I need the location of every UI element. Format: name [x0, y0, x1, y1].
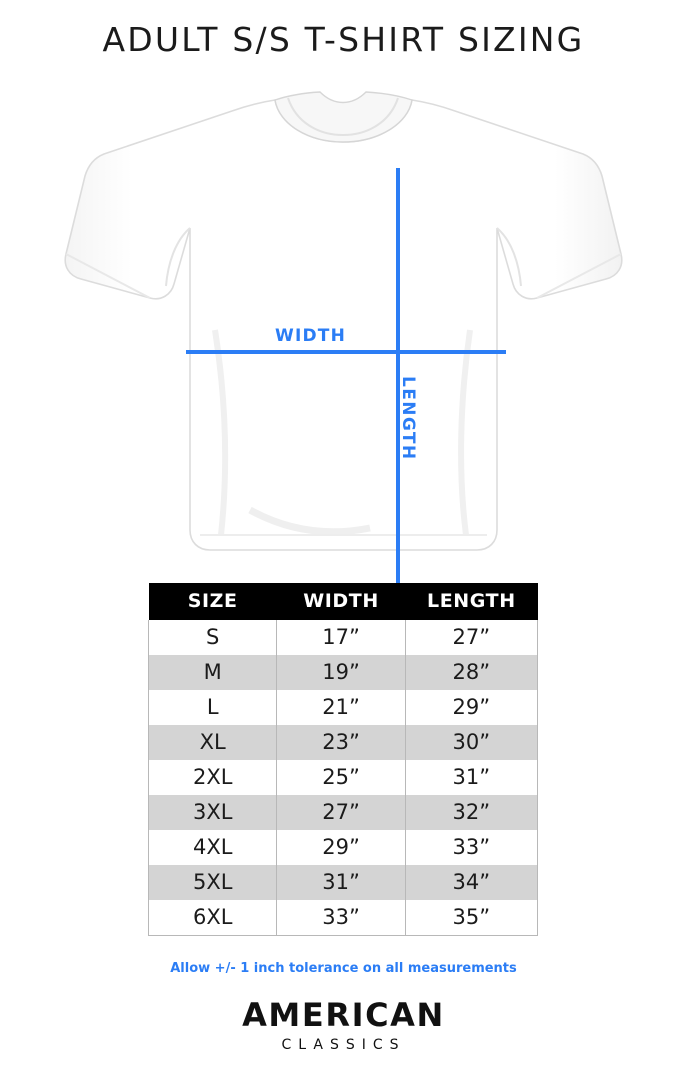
cell-width: 21”	[277, 690, 405, 725]
cell-length: 28”	[405, 655, 537, 690]
table-row	[149, 690, 538, 725]
table-row	[149, 900, 538, 936]
header-size: SIZE	[149, 583, 277, 620]
brand-subtitle: CLASSICS	[281, 1037, 406, 1053]
cell-width: 25”	[277, 760, 405, 795]
width-measure-line	[186, 350, 506, 354]
length-label: LENGTH	[398, 376, 418, 461]
cell-length: 34”	[405, 865, 537, 900]
cell-width: 33”	[277, 900, 405, 936]
table-row	[149, 725, 538, 760]
tshirt-diagram	[0, 80, 687, 570]
cell-width: 19”	[277, 655, 405, 690]
cell-length: 35”	[405, 900, 537, 936]
header-width: WIDTH	[277, 583, 405, 620]
cell-length: 29”	[405, 690, 537, 725]
tshirt-illustration	[0, 80, 687, 570]
size-chart-table	[148, 583, 538, 936]
table-row	[149, 830, 538, 865]
cell-length: 32”	[405, 795, 537, 830]
table-row	[149, 620, 538, 655]
cell-length: 30”	[405, 725, 537, 760]
page-title: ADULT S/S T-SHIRT SIZING	[102, 20, 585, 59]
table-row	[149, 865, 538, 900]
table-row	[149, 760, 538, 795]
cell-size: 4XL	[149, 830, 277, 865]
cell-length: 31”	[405, 760, 537, 795]
cell-length: 27”	[405, 620, 537, 655]
cell-size: 5XL	[149, 865, 277, 900]
cell-width: 27”	[277, 795, 405, 830]
cell-length: 33”	[405, 830, 537, 865]
cell-width: 17”	[277, 620, 405, 655]
table-row	[149, 655, 538, 690]
cell-size: XL	[149, 725, 277, 760]
cell-size: M	[149, 655, 277, 690]
cell-width: 29”	[277, 830, 405, 865]
table-row	[149, 795, 538, 830]
tolerance-note: Allow +/- 1 inch tolerance on all measurements	[170, 961, 517, 976]
header-length: LENGTH	[405, 583, 537, 620]
cell-width: 31”	[277, 865, 405, 900]
cell-size: 3XL	[149, 795, 277, 830]
width-label: WIDTH	[275, 326, 347, 346]
cell-size: S	[149, 620, 277, 655]
cell-size: L	[149, 690, 277, 725]
table-header-row	[149, 583, 538, 620]
cell-width: 23”	[277, 725, 405, 760]
brand-name: AMERICAN	[242, 996, 445, 1034]
cell-size: 6XL	[149, 900, 277, 936]
cell-size: 2XL	[149, 760, 277, 795]
